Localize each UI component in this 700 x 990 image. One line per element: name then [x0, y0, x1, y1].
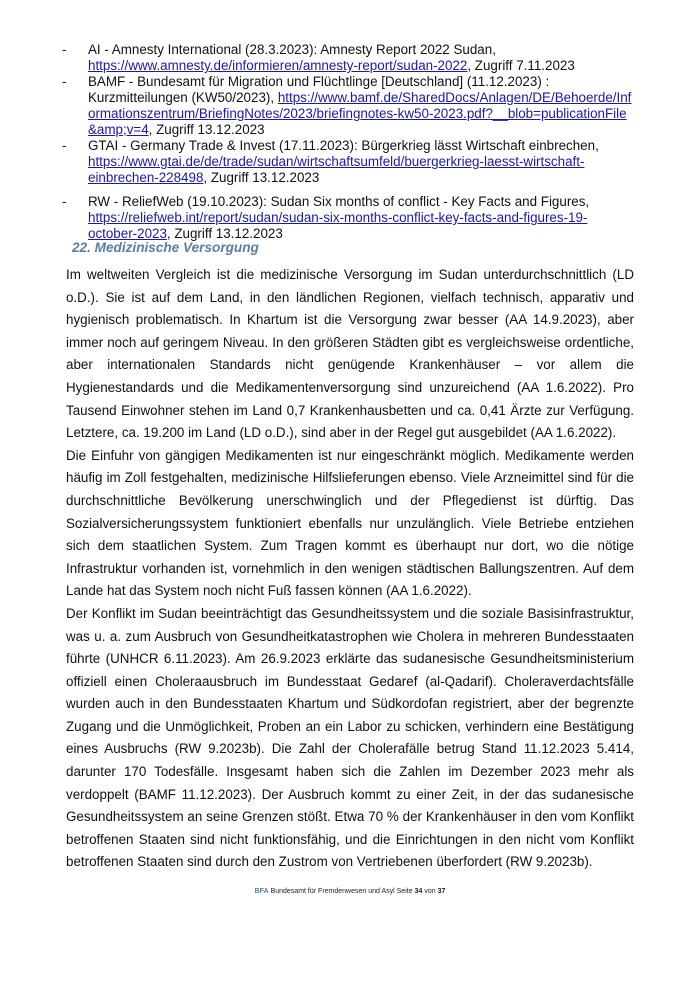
bullet: -: [62, 42, 67, 57]
reference-list: [62, 42, 634, 242]
reference-link[interactable]: https://www.gtai.de/de/trade/sudan/wirtschaftsumfeld/buergerkrieg-laesst-wirtschaft-einbrechen-228498: [88, 154, 585, 185]
section-heading: 22. Medizinische Versorgung: [72, 240, 259, 255]
bfa-logo: BFA: [254, 888, 269, 895]
reference-item: - RW - ReliefWeb (19.10.2023): Sudan Six months of conflict - Key Facts and Figures, https://reliefweb.int/report/sudan/sudan-six-months-conflict-key-facts-and-figures-19-october-2023, Zugriff 13.12.2023: [62, 194, 590, 241]
paragraph: Im weltweiten Vergleich ist die medizinische Versorgung im Sudan unterdurchschnittlich (LD o.D.). Sie ist auf dem Land, in den ländlichen Regionen, vielfach technisch, apparativ und hygienisch problematisch. In Khartum ist die Versorgung zwar besser (AA 14.9.2023), aber immer noch auf geringem Niveau. In den größeren Städten gibt es vergleichsweise ordentliche, aber internationalen Standards nicht genügende Krankenhäuser – vor allem die Hygienestandards und die Medikamentenversorgung sind unzureichend (AA 1.6.2022). Pro Tausend Einwohner stehen im Land 0,7 Krankenhausbetten und ca. 0,41 Ärzte zur Verfügung. Letztere, ca. 19.200 im Land (LD o.D.), sind aber in der Regel gut ausgebildet (AA 1.6.2022).: [66, 267, 634, 441]
paragraph: Der Konflikt im Sudan beeinträchtigt das Gesundheitssystem und die soziale Basisinfrastruktur, was u. a. zum Ausbruch von Gesundheitkatastrophen wie Cholera in mehreren Bundesstaaten führte (UNHCR 6.11.2023). Am 26.9.2023 erklärte das sudanesische Gesundheitsministerium offiziell einen Choleraausbruch im Bundesstaat Gedaref (al-Qadarif). Choleraverdachtsfälle wurden auch in den Bundesstaaten Khartum und Südkordofan registriert, aber der begrenzte Zugang und die Unmöglichkeit, Proben an ein Labor zu schicken, verhindern eine Bestätigung eines Ausbruchs (RW 9.2023b). Die Zahl der Cholerafälle betrug Stand 11.12.2023 5.414, darunter 170 Todesfälle. Insgesamt haben sich die Zahlen im Dezember 2023 mehr als verdoppelt (BAMF 11.12.2023). Der Ausbruch kommt zu einer Zeit, in der das sudanesische Gesundheitssystem an seine Grenzen stößt. Etwa 70 % der Krankenhäuser in den vom Konflikt betroffenen Staaten sind nicht funktionsfähig, und die Einrichtungen in den nicht vom Konflikt betroffenen Staaten sind durch den Zustrom von Vertriebenen überfordert (RW 9.2023b).: [66, 605, 634, 870]
page-footer: BFA Bundesamt für Fremdenwesen und Asyl Seite 34 von 37: [254, 888, 446, 895]
reference-link[interactable]: https://www.amnesty.de/informieren/amnesty-report/sudan-2022: [88, 58, 468, 73]
paragraph: Die Einfuhr von gängigen Medikamenten ist nur eingeschränkt möglich. Medikamente werden häufig im Zoll festgehalten, medizinische Hilfslieferungen ebenso. Viele Arzneimittel sind für die durchschnittliche Bevölkerung unerschwinglich und der Pflegedienst ist dürftig. Das Sozialversicherungssystem funktioniert ebenfalls nur unzulänglich. Viele Betriebe entziehen sich dem staatlichen System. Zum Tragen kommt es überhaupt nur dort, wo die nötige Infrastruktur vorhanden ist, vornehmlich in den wenigen städtischen Ballungszentren. Auf dem Lande hat das System noch nicht Fuß fassen können (AA 1.6.2022).: [66, 447, 634, 599]
bullet: -: [62, 194, 67, 209]
reference-item: - AI - Amnesty International (28.3.2023): Amnesty Report 2022 Sudan, https://www.amnesty.de/informieren/amnesty-report/sudan-2022, Zugriff 7.11.2023: [62, 42, 575, 73]
reference-item: - GTAI - Germany Trade & Invest (17.11.2023): Bürgerkrieg lässt Wirtschaft einbrechen, https://www.gtai.de/de/trade/sudan/wirtschaftsumfeld/buergerkrieg-laesst-wirtschaft-einbrechen-228498, Zugriff 13.12.2023: [62, 138, 599, 185]
bullet: -: [62, 74, 67, 89]
reference-link[interactable]: https://reliefweb.int/report/sudan/sudan-six-months-conflict-key-facts-and-figures-19-october-2023: [88, 210, 588, 241]
page-number: 34: [414, 888, 423, 895]
reference-item: - BAMF - Bundesamt für Migration und Flüchtlinge [Deutschland] (11.12.2023) : Kurzmitteilungen (KW50/2023), https://www.bamf.de/SharedDocs/Anlagen/DE/Behoerde/Informationszentrum/BriefingNotes/2023/briefingnotes-kw50-2023.pdf?__blob=publicationFile&amp;v=4, Zugriff 13.12.2023: [62, 74, 632, 137]
reference-link[interactable]: https://www.bamf.de/SharedDocs/Anlagen/DE/Behoerde/Informationszentrum/BriefingNotes/2023/briefingnotes-kw50-2023.pdf?__blob=publicationFile&amp;v=4: [88, 90, 632, 137]
page-total: 37: [437, 888, 446, 895]
section-body: [66, 264, 634, 874]
bullet: -: [62, 138, 67, 153]
